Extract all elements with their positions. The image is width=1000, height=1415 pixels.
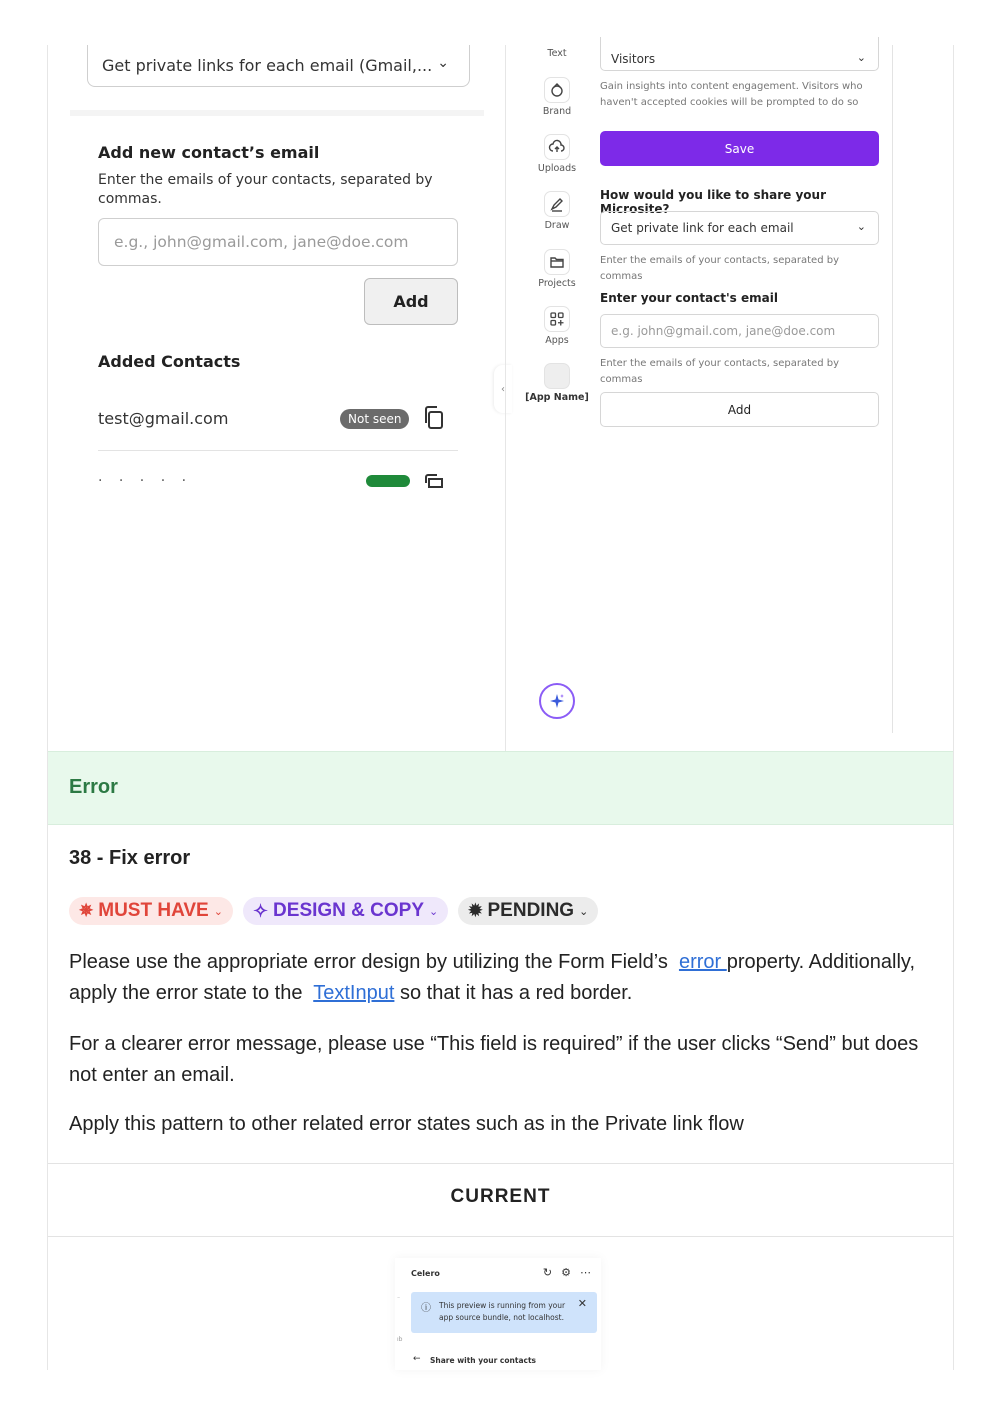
contact-email-placeholder: e.g. john@gmail.com, jane@doe.com: [611, 324, 836, 338]
rail-item-apps[interactable]: [518, 306, 596, 346]
upload-icon: [544, 134, 570, 160]
sparkle-icon: [547, 691, 567, 711]
row-divider: [98, 450, 458, 451]
rail-item-brand[interactable]: [518, 77, 596, 117]
refresh-icon[interactable]: ↻: [542, 1266, 553, 1279]
app-title: Celero: [411, 1269, 440, 1278]
toolbar: [543, 1266, 591, 1279]
error-property-link[interactable]: error: [678, 951, 727, 973]
apps-icon: [544, 306, 570, 332]
more-icon[interactable]: ⋯: [580, 1266, 591, 1279]
email-input[interactable]: [98, 218, 458, 266]
burst-icon: ✹: [468, 901, 483, 920]
rail-item-text[interactable]: [518, 48, 596, 59]
tag-label: DESIGN & COPY: [273, 900, 425, 921]
divider: [48, 1163, 953, 1164]
textinput-link[interactable]: TextInput: [313, 981, 395, 1004]
share-question-label: How would you like to share your Microsite?: [600, 188, 826, 216]
chevron-down-icon: ⌄: [579, 905, 589, 918]
close-icon[interactable]: ✕: [577, 1297, 587, 1310]
panel-collapse-handle[interactable]: ‹: [494, 365, 512, 413]
priority-tag[interactable]: [69, 897, 233, 925]
rail-item-uploads[interactable]: [518, 134, 596, 174]
rail-item-label: Draw: [544, 220, 570, 231]
contact-email: test@gmail.com: [98, 409, 229, 428]
folder-icon: [544, 249, 570, 275]
contact-email-label: Enter your contact's email: [600, 291, 778, 305]
info-banner: [411, 1292, 597, 1333]
add-contact-label: Add new contact’s email: [98, 143, 320, 162]
save-button[interactable]: Save: [600, 131, 879, 166]
chevron-down-icon: ⌄: [437, 55, 449, 71]
section-title: Error: [69, 776, 118, 798]
share-method-select-value: Get private links for each email (Gmail,...: [102, 56, 433, 75]
issue-title: 38 - Fix error: [69, 847, 191, 869]
page-title: Share with your contacts: [430, 1356, 537, 1365]
rail-item-draw[interactable]: [518, 191, 596, 231]
sparkle-outline-icon: ✧: [252, 900, 269, 921]
rail-item-label: Brand: [542, 106, 572, 117]
copy-icon[interactable]: [422, 405, 446, 431]
paragraph-text: so that it has a red border.: [399, 981, 633, 1004]
panel-border: [892, 45, 893, 733]
tag-list: [69, 897, 598, 925]
gear-icon[interactable]: ⚙: [561, 1266, 571, 1279]
section-divider: [70, 110, 484, 116]
add-button[interactable]: Add: [364, 278, 458, 325]
chevron-down-icon: ⌄: [429, 905, 439, 918]
draw-icon: [544, 191, 570, 217]
share-method-select-value: Get private link for each email: [611, 221, 794, 235]
contact-help-text: Enter the emails of your contacts, separated by commas: [600, 358, 839, 385]
rail-item-label: Projects: [538, 278, 576, 289]
paragraph-text: Please use the appropriate error design by utilizing the Form Field’s: [69, 951, 668, 973]
tag-label: PENDING: [487, 900, 575, 921]
sparkle-icon: ✵: [79, 901, 94, 920]
visitors-select-value: Visitors: [611, 51, 656, 66]
category-tag[interactable]: [243, 897, 448, 925]
add-contact-description: Enter the emails of your contacts, separated by commas.: [98, 172, 433, 207]
tag-label: MUST HAVE: [98, 900, 209, 921]
contact-email-input[interactable]: [600, 314, 879, 348]
status-tag[interactable]: [458, 897, 598, 925]
issue-paragraph-3: Apply this pattern to other related error states such as in the Private link flow: [69, 1113, 744, 1135]
copy-icon[interactable]: [422, 473, 446, 483]
rail-item-projects[interactable]: [518, 249, 596, 289]
screenshot-area: [48, 45, 953, 751]
edge-mark: ⁻: [397, 1296, 401, 1303]
back-arrow-icon[interactable]: ←: [413, 1354, 421, 1364]
divider: [48, 1236, 953, 1237]
issue-paragraph-1: [69, 947, 919, 1008]
current-label: CURRENT: [450, 1186, 551, 1207]
rail-item-label: [App Name]: [525, 392, 589, 403]
visitors-help-text: Gain insights into content engagement. Visitors who haven't accepted cookies will be prompted to do so: [600, 81, 863, 108]
info-icon: ⓘ: [421, 1303, 431, 1314]
brand-icon: [544, 77, 570, 103]
paragraph-text: property. Additionally, apply the error state to the: [69, 951, 916, 1004]
chevron-down-icon: ⌄: [856, 51, 866, 64]
app-icon: [544, 363, 570, 389]
added-contacts-label: Added Contacts: [98, 352, 241, 371]
document-frame: [47, 45, 954, 1370]
magic-assistant-button[interactable]: [539, 683, 575, 719]
status-badge-seen: [366, 475, 410, 487]
right-screenshot: [518, 45, 893, 735]
chevron-down-icon: ⌄: [213, 905, 223, 918]
truncated-row-text: · · · · ·: [98, 473, 193, 489]
status-badge: Not seen: [340, 409, 409, 429]
share-method-select[interactable]: [600, 211, 879, 245]
add-button[interactable]: Add: [600, 392, 879, 427]
email-input-placeholder: e.g., john@gmail.com, jane@doe.com: [114, 233, 409, 251]
visitors-select[interactable]: [600, 37, 879, 71]
share-help-text: Enter the emails of your contacts, separated by commas: [600, 255, 839, 282]
section-header: [48, 751, 953, 825]
rail-item-label: Text: [547, 48, 567, 59]
share-method-select[interactable]: [87, 45, 470, 87]
chevron-down-icon: ⌄: [856, 220, 866, 233]
rail-item-label: Uploads: [537, 163, 577, 174]
banner-text: This preview is running from your app source bundle, not localhost.: [439, 1301, 566, 1322]
vertical-divider: [505, 45, 506, 751]
current-preview-screenshot: [395, 1258, 601, 1370]
rail-item-label: Apps: [545, 335, 569, 346]
left-screenshot: [70, 45, 505, 489]
edge-mark: ıb: [397, 1336, 403, 1343]
rail-item-app[interactable]: [518, 363, 596, 403]
issue-paragraph-2: For a clearer error message, please use “This field is required” if the user clicks “Send” but does not enter an email.: [69, 1033, 919, 1086]
